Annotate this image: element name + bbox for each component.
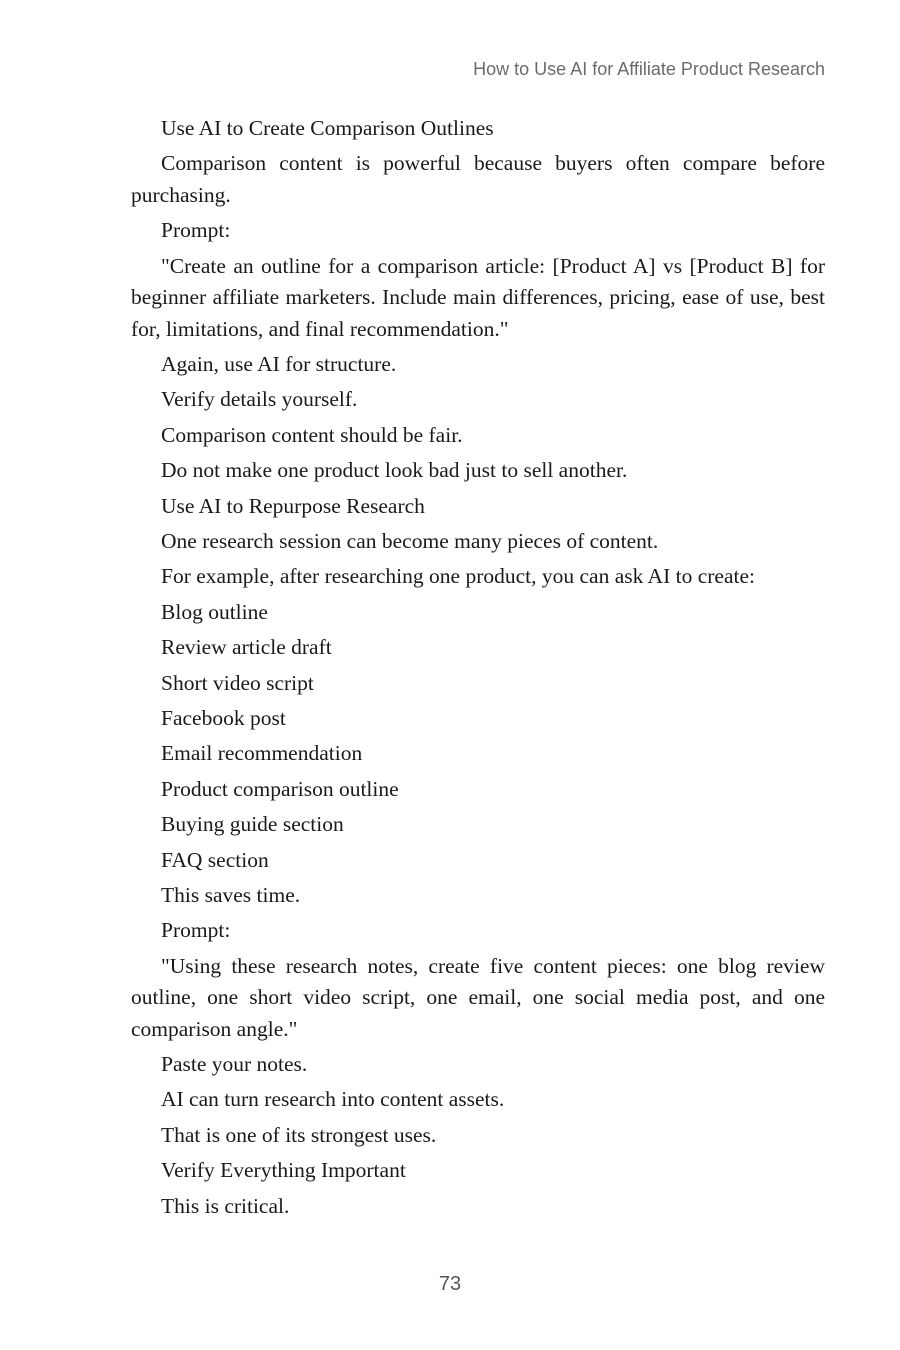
body-paragraph: Do not make one product look bad just to sell another. — [161, 458, 628, 483]
body-paragraph: Paste your notes. — [161, 1052, 308, 1077]
list-item: FAQ section — [161, 847, 269, 872]
body-paragraph: Verify details yourself. — [161, 387, 358, 412]
body-paragraph: AI can turn research into content assets. — [161, 1087, 505, 1112]
prompt-text: "Create an outline for a comparison article: [Product A] vs [Product B] for beginner affiliate marketers. Include main differences, pricing, ease of use, best for, limitations, and final recommendation." — [131, 253, 825, 341]
body-paragraph: Again, use AI for structure. — [161, 352, 397, 377]
list-item: Review article draft — [161, 635, 332, 660]
list-item: Buying guide section — [161, 812, 344, 837]
section-heading-verify-everything: Verify Everything Important — [161, 1158, 406, 1183]
body-paragraph: That is one of its strongest uses. — [161, 1122, 437, 1147]
list-item: Facebook post — [161, 705, 286, 730]
prompt-label: Prompt: — [161, 218, 231, 243]
prompt-label: Prompt: — [161, 918, 231, 943]
list-item: Email recommendation — [161, 741, 363, 766]
body-paragraph: For example, after researching one product, you can ask AI to create: — [161, 564, 755, 589]
list-item: Blog outline — [161, 599, 268, 624]
section-heading-comparison-outlines: Use AI to Create Comparison Outlines — [161, 116, 494, 140]
body-paragraph: Comparison content is powerful because buyers often compare before purchasing. — [131, 151, 825, 207]
list-item: Short video script — [161, 670, 314, 695]
section-heading-repurpose-research: Use AI to Repurpose Research — [161, 493, 425, 518]
prompt-text: "Using these research notes, create five content pieces: one blog review outline, one short video script, one email, one social media post, and one comparison angle." — [131, 953, 825, 1041]
page-number: 73 — [438, 1273, 462, 1295]
body-paragraph: This is critical. — [161, 1193, 290, 1218]
body-paragraph: This saves time. — [161, 882, 301, 907]
body-paragraph: Comparison content should be fair. — [161, 422, 463, 447]
list-item: Product comparison outline — [161, 776, 399, 801]
running-header: How to Use AI for Affiliate Product Research — [473, 59, 825, 79]
document-body — [131, 113, 825, 1226]
body-paragraph: One research session can become many pieces of content. — [161, 529, 659, 554]
